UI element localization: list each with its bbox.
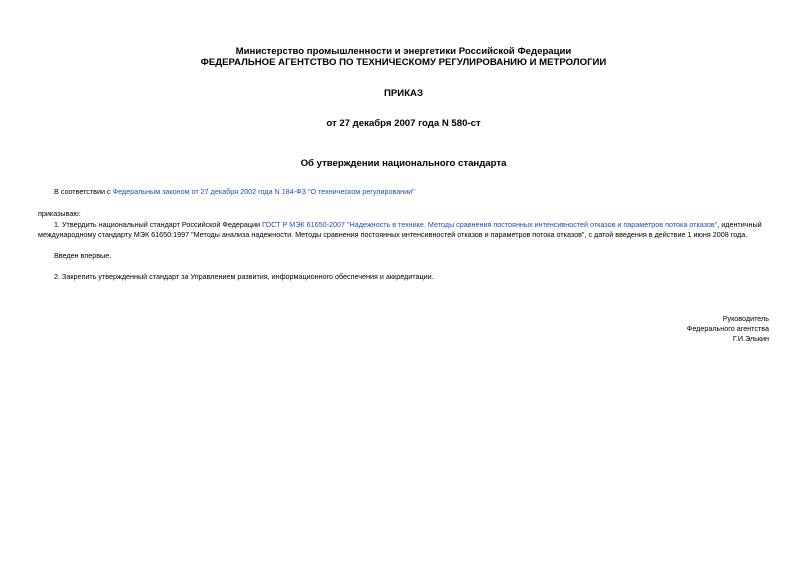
- intro-prefix: В соответствии с: [54, 187, 113, 196]
- ministry-title: Министерство промышленности и энергетики Российской Федерации: [235, 46, 572, 57]
- signature-agency: Федерального агентства: [686, 324, 769, 333]
- signature-name: Г.И.Элькин: [732, 334, 769, 343]
- item1-prefix: 1. Утвердить национальный стандарт Российской Федерации: [54, 220, 263, 229]
- item1-line2: международному стандарту МЭК 61650:1997 "Методы анализа надежности. Методы сравнения постоянных интенсивностей отказов и параметров потока отказов", с датой введения в действие 1 июня 2008 года.: [38, 230, 748, 239]
- order-subject: Об утверждении национального стандарта: [300, 158, 507, 169]
- item1-line1: [54, 220, 762, 230]
- agency-title: ФЕДЕРАЛЬНОЕ АГЕНТСТВО ПО ТЕХНИЧЕСКОМУ РЕГУЛИРОВАНИЮ И МЕТРОЛОГИИ: [200, 57, 607, 68]
- federal-law-link[interactable]: Федеральным законом от 27 декабря 2002 года N 184-ФЗ "О техническом регулировании": [112, 187, 415, 196]
- introduced-note: Введен впервые.: [54, 251, 112, 260]
- order-title: ПРИКАЗ: [384, 88, 423, 99]
- signature-role: Руководитель: [722, 314, 769, 323]
- item1-suffix: , идентичный: [717, 220, 762, 229]
- orders-word: приказываю:: [38, 209, 81, 218]
- gost-standard-link[interactable]: ГОСТ Р МЭК 61650-2007 "Надежность в технике. Методы сравнения постоянных интенсивностей отказов и параметров потока отказов": [262, 220, 718, 229]
- intro-paragraph: [54, 187, 415, 197]
- item2-paragraph: 2. Закрепить утвержденный стандарт за Управлением развития, информационного обеспечения и аккредитации.: [54, 272, 434, 281]
- order-date-number: от 27 декабря 2007 года N 580-ст: [326, 118, 481, 129]
